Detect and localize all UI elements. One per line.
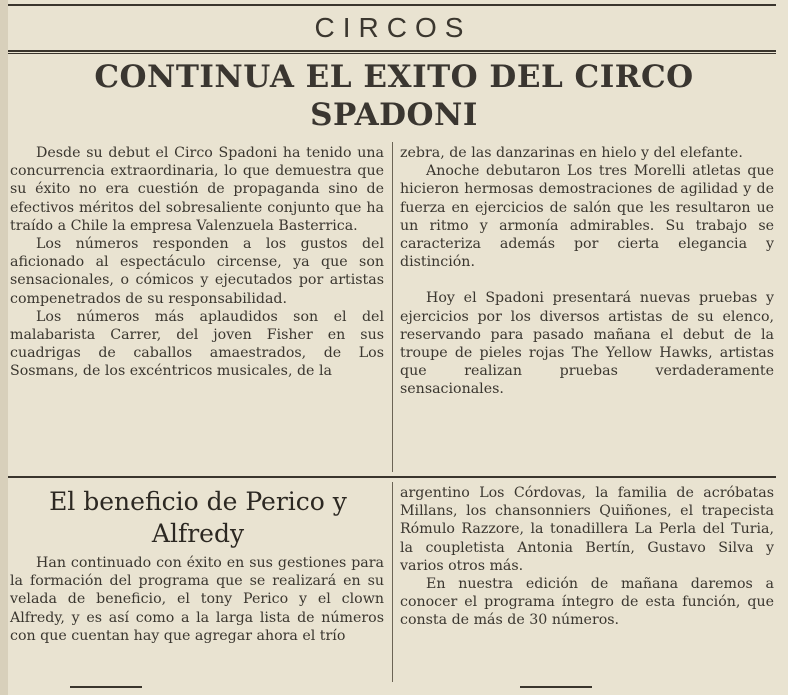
bottom-rule-right: [520, 686, 592, 688]
column-divider: [392, 482, 393, 682]
article2-column-left: [10, 554, 384, 645]
article1-paragraph: Desde su debut el Circo Spadoni ha tenido una concurrencia extraordinaria, lo que demuestra que su éxito no era cuestión de propaganda sino de efectivos méritos del sobresaliente conjunto que ha traído a Chile la empresa Valenzuela Basterrica.: [10, 145, 384, 234]
article1-paragraph: Los números responden a los gustos del aficionado al espectáculo circense, ya que son sensacionales, o cómicos y ejecutados por artistas compenetrados de su responsabilidad.: [10, 236, 384, 307]
article1-paragraph: Anoche debutaron Los tres Morelli atletas que hicieron hermosas demostraciones de agilidad y de fuerza en ejercicios de salón que les resultaron ue un ritmo y armonía admirables. Su trabajo se caracteriza además por cierta elegancia y distinción.: [400, 163, 774, 271]
column-divider: [392, 142, 393, 472]
article-headline: CONTINUA EL EXITO DEL CIRCO SPADONI: [94, 59, 694, 133]
section-rule-thin: [8, 53, 776, 54]
article1-paragraph: Hoy el Spadoni presentará nuevas pruebas y ejercicios por los diversos artistas de su elenco, reservando para pasado mañana el debut de la troupe de pieles rojas The Yellow Hawks, artistas que realizan pruebas verdaderamente sensacionales.: [400, 290, 774, 398]
bottom-rule-left: [70, 686, 142, 688]
top-rule: [8, 4, 776, 6]
article-separator: [8, 476, 776, 478]
article2-headline: El beneficio de Perico y Alfredy: [49, 487, 347, 548]
article2-paragraph: argentino Los Córdovas, la familia de acróbatas Millans, los chansonniers Quiñones, el trapecista Rómulo Razzore, la tonadillera La Perla del Turia, la coupletista Antonia Bertín, Gustavo Silva y varios otros más.: [400, 485, 774, 574]
article1-column-right: [400, 144, 774, 399]
section-heading: CIRCOS: [314, 12, 472, 43]
section-rule-left: [8, 50, 776, 52]
article1-column-left: [10, 144, 384, 381]
article1-paragraph: zebra, de las danzarinas en hielo y del elefante.: [400, 145, 743, 161]
page-edge: [0, 0, 8, 695]
article2-paragraph: En nuestra edición de mañana daremos a conocer el programa íntegro de esta función, que consta de más de 30 números.: [400, 576, 774, 629]
article2-paragraph: Han continuado con éxito en sus gestiones para la formación del programa que se realizará en su velada de beneficio, el tony Perico y el clown Alfredy, y es así como a la larga lista de números con que cuentan hay que agregar ahora el trío: [10, 555, 384, 644]
article1-paragraph: Los números más aplaudidos son el del malabarista Carrer, del joven Fisher en sus cuadrigas de caballos amaestrados, de Los Sosmans, de los excéntricos musicales, de la: [10, 308, 384, 380]
article2-column-right: [400, 484, 774, 630]
